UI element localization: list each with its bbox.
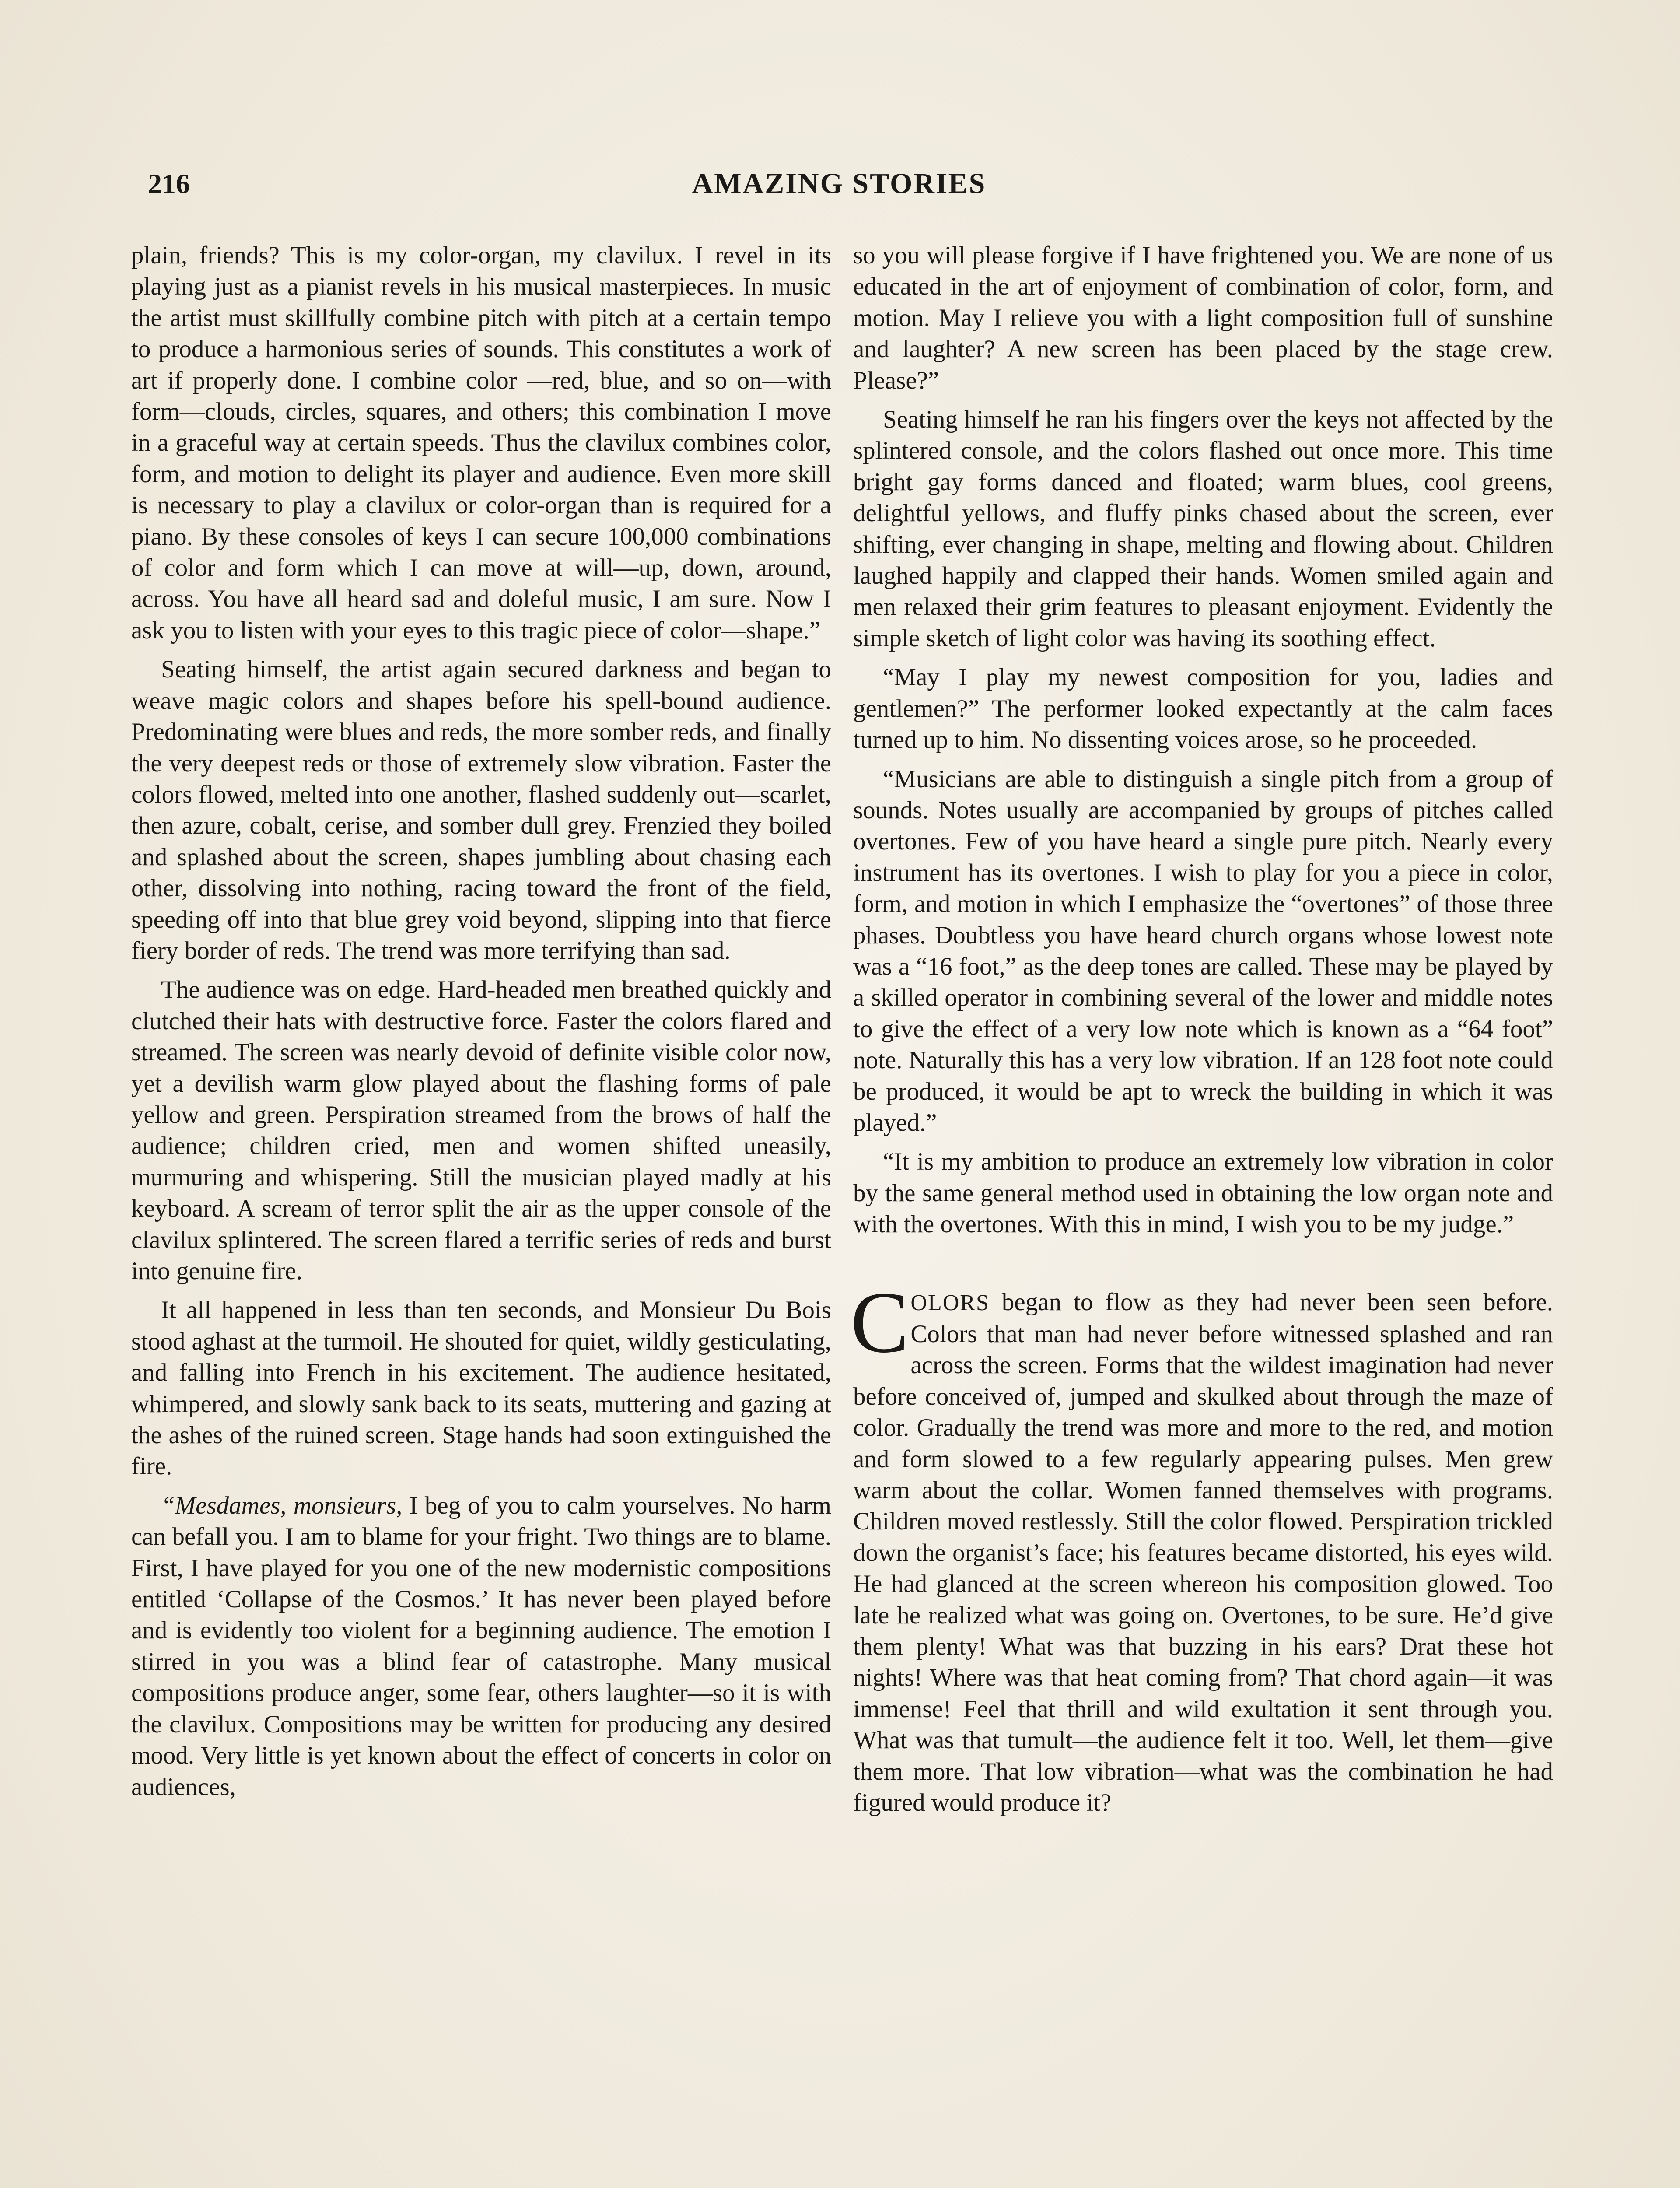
paragraph: Seating himself, the artist again secured darkness and began to weave magic colors and shapes before his spell-bound audience. Predominating were blues and reds, the more somber reds, and finally the very deepest reds or those of extremely slow vibration. Faster the colors flowed, melted into one another, flashed suddenly out—scarlet, then azure, cobalt, cerise, and somber dull grey. Frenzied they boiled and splashed about the screen, shapes jumbling about chasing each other, dissolving into nothing, racing toward the front of the field, speeding off into that blue grey void beyond, slipping into that fierce fiery border of reds. The trend was more terrifying than sad. xyxy=(131,656,831,964)
paragraph: “Musicians are able to distinguish a single pitch from a group of sounds. Notes usually are accompanied by groups of pitches called overtones. Few of you have heard a single pure pitch. Nearly every instrument has its overtones. I wish to play for you a piece in color, form, and motion in which I emphasize the “overtones” of those three phases. Doubtless you have heard church organs whose lowest note was a “16 foot,” as the deep tones are called. These may be played by a skilled operator in combining several of the lower and middle notes to give the effect of a very low note which is known as a “64 foot” note. Naturally this has a very low vibration. If an 128 foot note could be produced, it would be apt to wreck the building in which it was played.” xyxy=(853,765,1553,1136)
paragraph: Seating himself he ran his fingers over the keys not affected by the splintered console, and the colors flashed out once more. This time bright gay forms danced and floated; warm blues, cool greens, delightful yellows, and fluffy pinks chased about the screen, ever shifting, ever changing in shape, melting and flowing about. Children laughed happily and clapped their hands. Women smiled again and men relaxed their grim features to pleasant enjoyment. Evidently the simple sketch of light color was having its soothing effect. xyxy=(853,406,1553,652)
page-header xyxy=(148,160,1530,208)
small-caps-lead: OLORS xyxy=(910,1290,990,1315)
paragraph-text: began to flow as they had never been seen before. Colors that man had never before witnessed splashed and ran across the screen. Forms that the wildest imagination had never before conceived of, jumped and skulked about through the maze of color. Gradually the trend was more and more to the red, and motion and form slowed to a few regularly appearing pulses. Men grew warm about the collar. Women fanned themselves with programs. Children moved restlessly. Still the color flowed. Perspiration trickled down the organist’s face; his features became distorted, his eyes wild. He had glanced at the screen whereon his composition glowed. Too late he realized what was going on. Overtones, to be sure. He’d give them plenty! What was that buzzing in his ears? Drat these hot nights! Where was that heat coming from? That chord again—it was immense! Feel that thrill and wild exultation it sent through you. What was that tumult—the audience felt it too. Well, let them—give them more. That low vibration—what was the combination he had figured would produce it? xyxy=(853,1288,1553,1817)
section-opening-paragraph xyxy=(850,1274,1553,1819)
left-column xyxy=(131,240,831,1810)
paragraph: plain, friends? This is my color-organ, my clavilux. I revel in its playing just as a pianist revels in his musical masterpieces. In music the artist must skillfully combine pitch with pitch at a certain tempo to produce a harmonious series of sounds. This constitutes a work of art if properly done. I combine color —red, blue, and so on—with form—clouds, circles, squares, and others; this combination I move in a graceful way at certain speeds. Thus the clavilux combines color, form, and motion to delight its player and audience. Even more skill is necessary to play a clavilux or color-organ than is required for a piano. By these consoles of keys I can secure 100,000 combinations of color and form which I can move at will—up, down, around, across. You have all heard sad and doleful music, I am sure. Now I ask you to listen with your eyes to this tragic piece of color—shape.” xyxy=(131,242,831,644)
paragraph: “May I play my newest composition for you, ladies and gentlemen?” The performer looked expectantly at the calm faces turned up to him. No dissenting voices arose, so he proceeded. xyxy=(853,663,1553,754)
page-number: 216 xyxy=(148,168,190,199)
paragraph: The audience was on edge. Hard-headed men breathed quickly and clutched their hats with destructive force. Faster the colors flared and streamed. The screen was nearly devoid of definite visible color now, yet a devilish warm glow played about the flashing forms of pale yellow and green. Perspiration streamed from the brows of half the audience; children cried, men and women shifted uneasily, murmuring and whispering. Still the musician played madly at his keyboard. A scream of terror split the air as the upper console of the clavilux splintered. The screen flared a terrific series of reds and burst into genuine fire. xyxy=(131,976,831,1285)
right-column xyxy=(850,240,1553,1827)
paragraph: It all happened in less than ten seconds, and Monsieur Du Bois stood aghast at the turmoil. He shouted for quiet, wildly gesticulating, and falling into French in his excitement. The audience hesitated, whimpered, and slowly sank back to its seats, muttering and gazing at the ashes of the ruined screen. Stage hands had soon extinguished the fire. xyxy=(131,1296,831,1480)
paragraph xyxy=(131,1490,831,1802)
paragraph-text: I beg of you to calm yourselves. No harm can befall you. I am to blame for your fright. Two things are to blame. First, I have played for you one of the new modernistic compositions entitled ‘Collapse of the Cosmos.’ It has never been played before and is evidently too violent for a beginning audience. The emotion I stirred in you was a blind fear of catastrophe. Many musical compositions produce anger, some fear, others laughter—so it is with the clavilux. Compositions may be written for producing any desired mood. Very little is yet known about the effect of concerts in color on audiences, xyxy=(131,1491,831,1801)
drop-cap: C xyxy=(850,1274,909,1371)
running-title: AMAZING STORIES xyxy=(692,168,987,200)
italic-lead: “Mesdames, monsieurs, xyxy=(161,1491,402,1519)
paragraph: “It is my ambition to produce an extremely low vibration in color by the same general method used in obtaining the low organ note and with the overtones. With this in mind, I wish you to be my judge.” xyxy=(853,1148,1553,1238)
section-break xyxy=(853,1248,1553,1287)
paragraph: so you will please forgive if I have frightened you. We are none of us educated in the art of enjoyment of combination of color, form, and motion. May I relieve you with a light composition full of sunshine and laughter? A new screen has been placed by the stage crew. Please?” xyxy=(853,242,1553,394)
